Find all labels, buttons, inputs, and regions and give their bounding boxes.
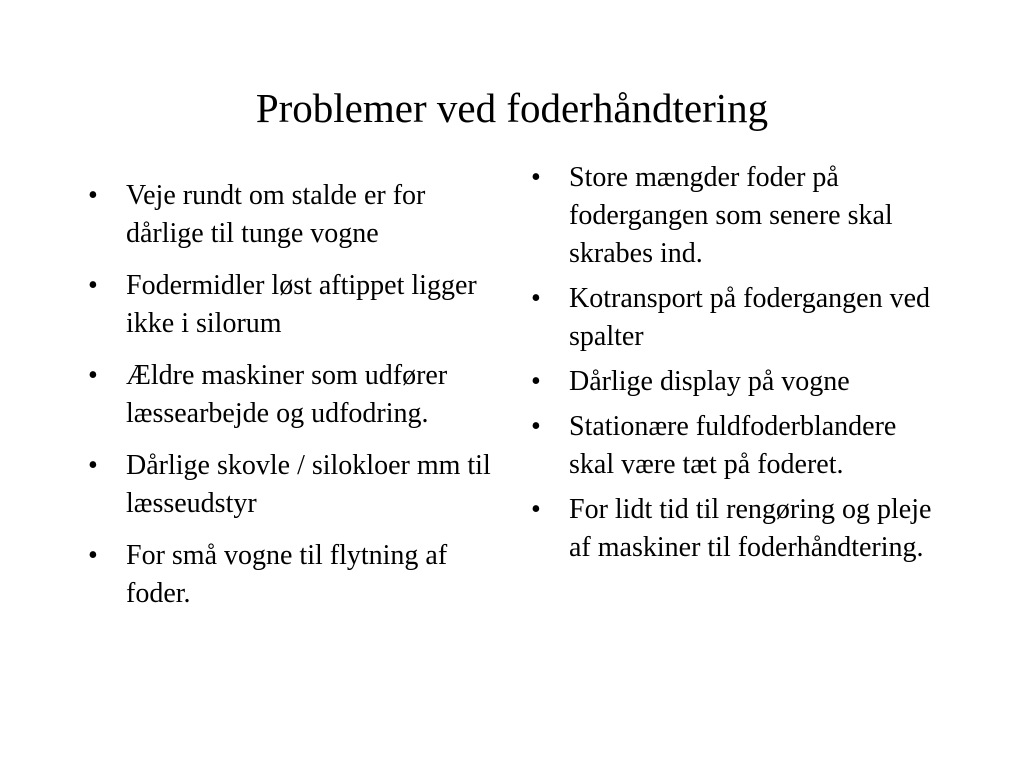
bullet-item [84,447,504,523]
bullet-icon: • [88,540,98,571]
bullet-item [527,363,947,401]
bullet-text: Dårlige display på vogne [569,366,850,397]
bullet-icon: • [531,411,541,442]
bullet-icon: • [88,450,98,481]
bullet-text: For små vogne til flytning af foder. [126,540,448,609]
bullet-item [527,280,947,356]
bullet-text: Veje rundt om stalde er for dårlige til tunge vogne [126,180,426,249]
bullet-text: Stationære fuldfoderblandere skal være tæt på foderet. [569,411,897,480]
bullet-text: Dårlige skovle / silokloer mm til læsseudstyr [126,450,491,519]
bullet-icon: • [88,270,98,301]
bullet-item [527,491,947,567]
slide-title: Problemer ved foderhåndtering [255,85,769,131]
bullet-icon: • [531,366,541,397]
bullet-icon: • [88,180,98,211]
bullet-icon: • [88,360,98,391]
bullet-item [84,177,504,253]
right-bullet-list [527,159,947,574]
bullet-text: Store mængder foder på fodergangen som senere skal skrabes ind. [569,162,893,269]
bullet-text: Ældre maskiner som udfører læssearbejde og udfodring. [126,360,448,429]
bullet-icon: • [531,162,541,193]
bullet-item [84,357,504,433]
left-bullet-list [84,177,504,627]
bullet-text: Fodermidler løst aftippet ligger ikke i silorum [126,270,477,339]
bullet-text: For lidt tid til rengøring og pleje af maskiner til foderhåndtering. [569,494,932,563]
bullet-item [527,408,947,484]
bullet-item [527,159,947,273]
bullet-item [84,537,504,613]
bullet-text: Kotransport på fodergangen ved spalter [569,283,931,352]
bullet-icon: • [531,283,541,314]
bullet-icon: • [531,494,541,525]
bullet-item [84,267,504,343]
